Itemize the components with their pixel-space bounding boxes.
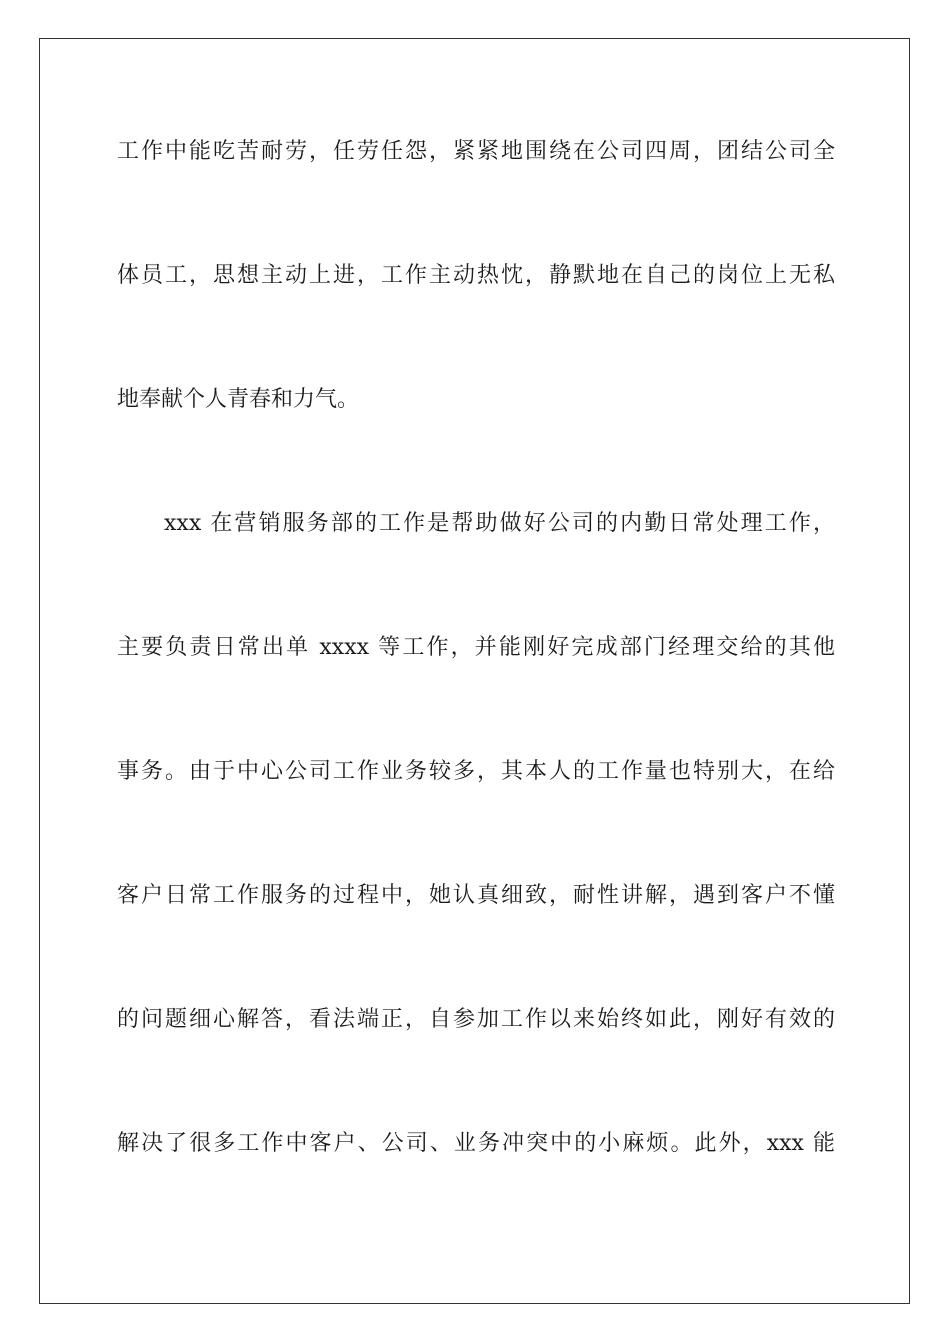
text-line: 事务。由于中心公司工作业务较多，其本人的工作量也特别大，在给	[117, 759, 835, 784]
text-line: 解决了很多工作中客户、公司、业务冲突中的小麻烦。此外，xxx 能	[117, 1131, 835, 1156]
text-line: 主要负责日常出单 xxxx 等工作，并能刚好完成部门经理交给的其他	[117, 635, 835, 660]
text-line: 地奉献个人青春和力气。	[117, 387, 360, 412]
text-line-paragraph-start: xxx 在营销服务部的工作是帮助做好公司的内勤日常处理工作，	[164, 511, 835, 536]
text-line: 工作中能吃苦耐劳，任劳任怨，紧紧地围绕在公司四周，团结公司全	[117, 139, 835, 164]
text-line: 的问题细心解答，看法端正，自参加工作以来始终如此，刚好有效的	[117, 1007, 835, 1032]
text-line: 客户日常工作服务的过程中，她认真细致，耐性讲解，遇到客户不懂	[117, 883, 835, 908]
page-border	[39, 38, 910, 1304]
text-line: 体员工，思想主动上进，工作主动热忱，静默地在自己的岗位上无私	[117, 263, 835, 288]
